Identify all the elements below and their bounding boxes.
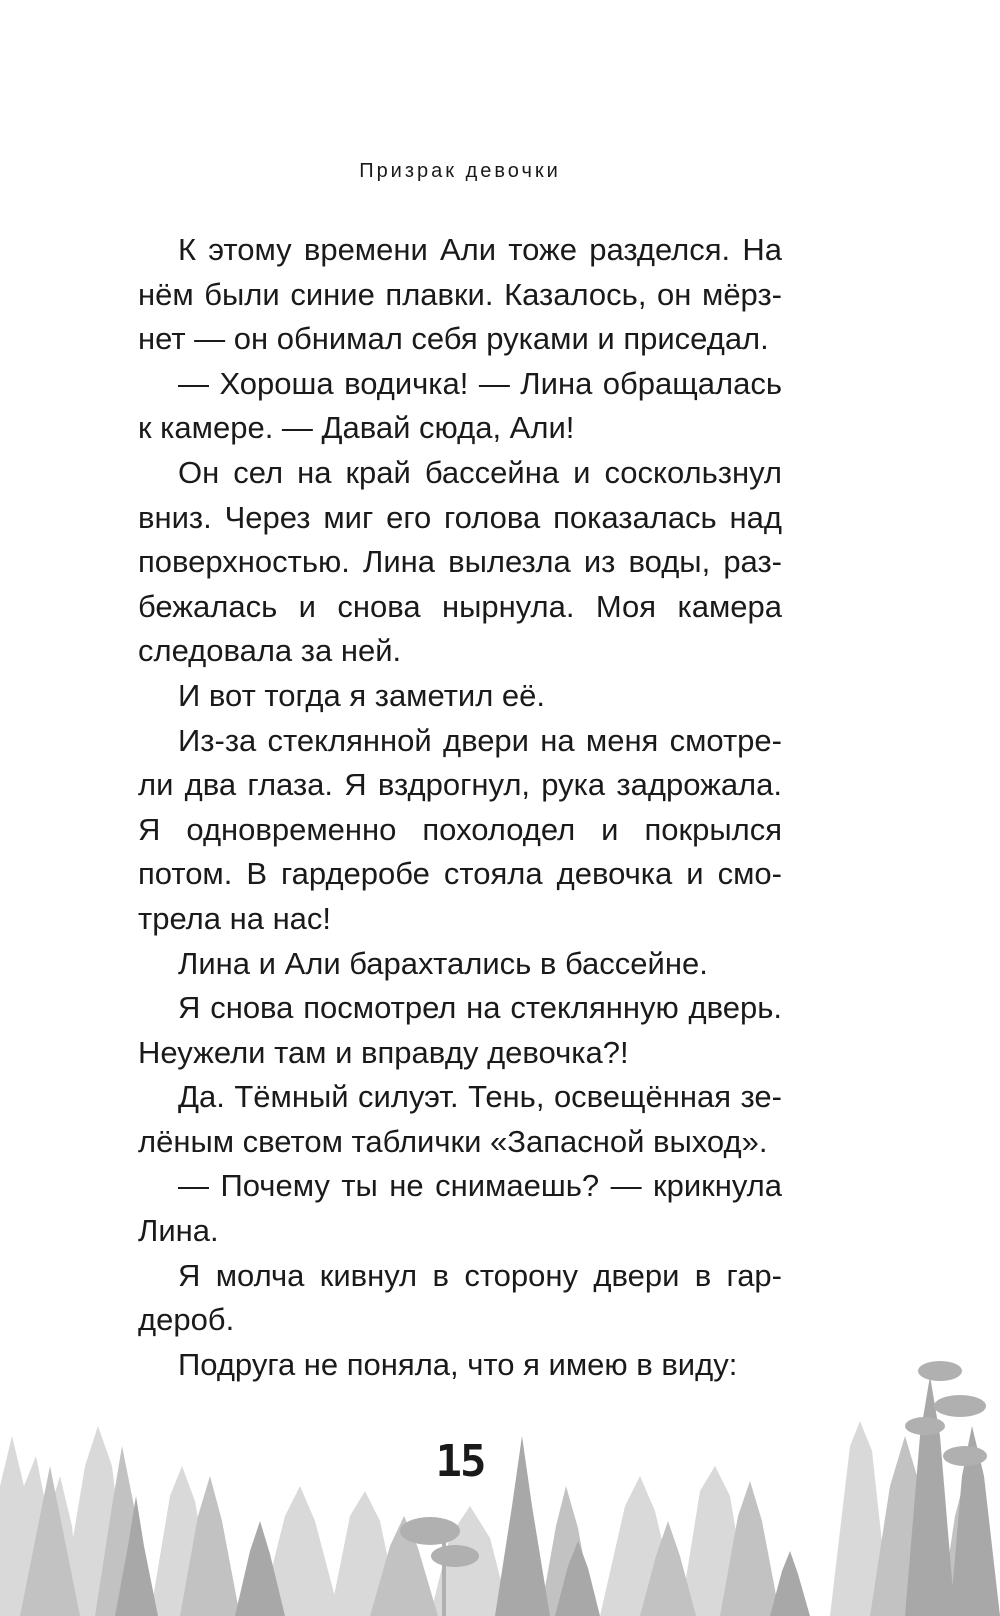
paragraph: Он сел на край бассейна и соскользнул вниз. Через миг его голова показалась над поверхностью. Лина вылезла из воды, разбежалась и снова нырнула. Моя камера следовала за ней.: [138, 454, 782, 669]
paragraph: Лина и Али барахтались в бассейне.: [178, 945, 708, 981]
page-number: 15: [435, 1436, 485, 1487]
paragraph: Я снова посмотрел на стеклянную дверь. Неужели там и вправду девочка?!: [138, 990, 782, 1070]
paragraph: — Почему ты не снимаешь? — крикнула Лина.: [138, 1168, 782, 1249]
paragraph: — Хороша водичка! — Лина обращалась к камере. — Давай сюда, Али!: [138, 365, 782, 446]
running-head: Призрак девочки: [359, 160, 561, 182]
paragraph: Подруга не поняла, что я имею в виду:: [178, 1346, 738, 1382]
paragraph: Да. Тёмный силуэт. Тень, освещённая зелёным светом таблички «Запасной выход».: [138, 1079, 782, 1159]
body-text: [138, 228, 782, 1387]
paragraph: Из-за стеклянной двери на меня смотрели два глаза. Я вздрогнул, рука задрожала. Я одновременно похолодел и покрылся потом. В гардеробе стояла девочка и смотрела на нас!: [138, 722, 782, 936]
paragraph: К этому времени Али тоже разделся. На нём были синие плавки. Казалось, он мёрзнет — он обнимал себя руками и приседал.: [138, 232, 782, 357]
paragraph: Я молча кивнул в сторону двери в гардероб.: [138, 1257, 782, 1338]
paragraph: И вот тогда я заметил её.: [178, 677, 546, 713]
